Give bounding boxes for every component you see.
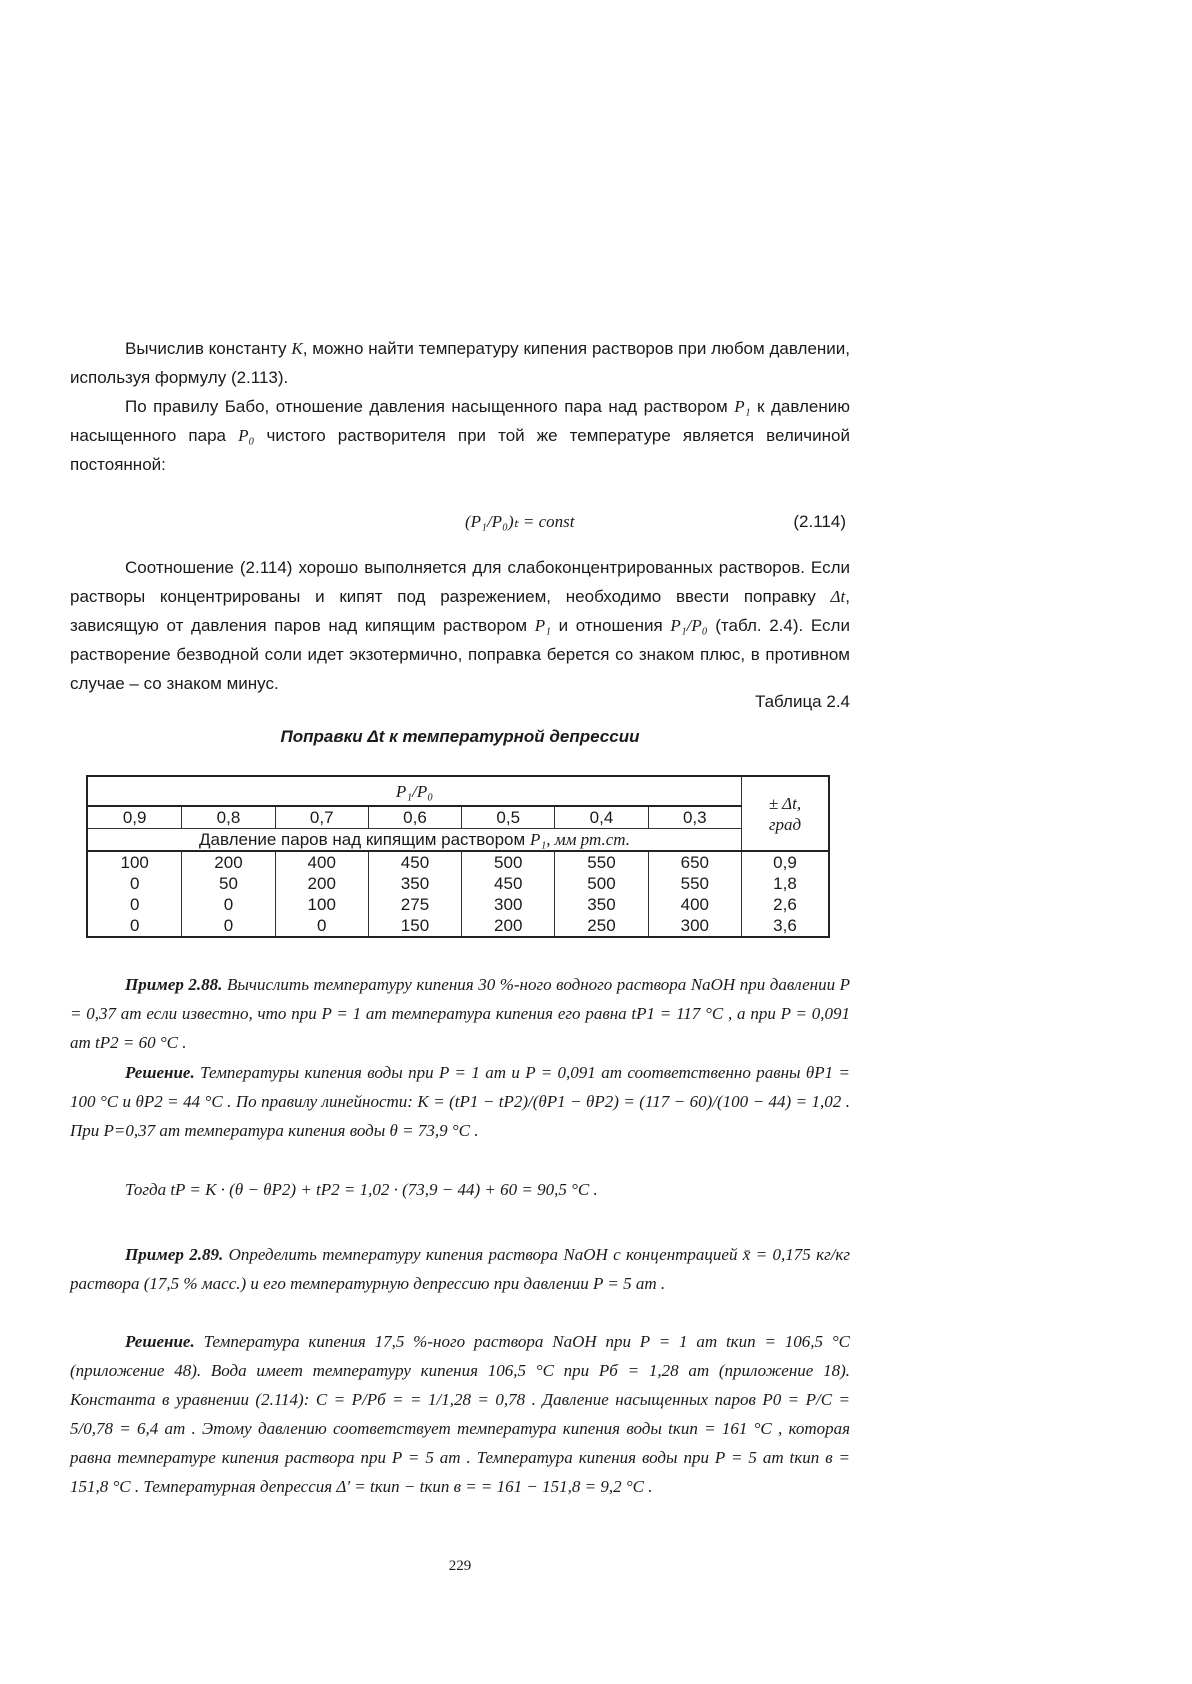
ratio-cell: 0,3	[648, 806, 741, 829]
ratio-row	[87, 806, 829, 829]
solution-2-89: Решение. Температура кипения 17,5 %-ного раствора NaOH при P = 1 ат tкип = 106,5 °C (приложение 48). Вода имеет температуру кипения 106,5 °C при Pб = 1,28 ат (приложение 18). Константа в уравнении (2.114): C = P/Pб = = 1/1,28 = 0,78 . Давление насыщенных паров P0 = P/C = 5/0,78 = 6,4 ат . Этому давлению соответствует температура кипения воды tкип = 161 °C , которая равна температуре кипения раствора при P = 5 ат . Температура кипения воды при P = 5 ат tкип в = 151,8 °C . Температурная депрессия Δ' = tкип − tкип в = = 161 − 151,8 = 9,2 °C .	[70, 1332, 851, 1496]
ratio-cell: 0,4	[555, 806, 648, 829]
ratio-cell: 0,9	[87, 806, 182, 829]
formula-number: (2.114)	[793, 512, 846, 531]
example-label: Пример 2.89.	[125, 1245, 224, 1264]
solution-label: Решение.	[125, 1332, 195, 1351]
pressure-header-cell	[87, 829, 742, 852]
example-2-88: Пример 2.88. Вычислить температуру кипения 30 %-ного водного раствора NaOH при давлении P = 0,37 ат если известно, что при P = 1 ат температура кипения его равна tP1 = 117 °C , а при P = 0,091 ат tP2 = 60 °C .	[70, 975, 851, 1052]
pressure-header-row	[87, 829, 829, 852]
formula-expression: (P₁/P₀)ₜ = const	[465, 512, 575, 531]
solution-2-88-then: Тогда tP = K · (θ − θP2) + tP2 = 1,02 · (73,9 − 44) + 60 = 90,5 °C .	[125, 1180, 598, 1199]
symbol-k: K	[291, 339, 303, 358]
pressure-header: Давление паров над кипящим раствором	[199, 830, 526, 849]
paragraph-constant-k: Вычислив константу K, можно найти температуру кипения растворов при любом давлении, используя формулу (2.113).	[70, 339, 850, 387]
correction-table	[86, 775, 830, 938]
dt-header-cell	[742, 776, 830, 851]
table-row: 100 200 400 450 500 550 650 0,9	[87, 851, 829, 873]
table-label: Таблица 2.4	[754, 692, 850, 711]
pressure-symbol: P₁, мм рт.ст.	[529, 830, 630, 849]
paragraph-correction: Соотношение (2.114) хорошо выполняется для слабоконцентрированных растворов. Если растворы концентрированы и кипят под разрежением, необходимо ввести поправку Δt, зависящую от давления паров над кипящим раствором P₁ и отношения P₁/P₀ (табл. 2.4). Если растворение безводной соли идет экзотермично, поправка берется со знаком плюс, в противном случае – со знаком минус.	[70, 558, 850, 693]
solution-label: Решение.	[125, 1063, 195, 1082]
ratio-cell: 0,5	[462, 806, 555, 829]
paragraph-babo-rule: По правилу Бабо, отношение давления насыщенного пара над раствором P₁ к давлению насыщенного пара P₀ чистого растворителя при той же температуре является величиной постоянной:	[70, 397, 850, 474]
page-number: 229	[448, 1558, 472, 1574]
dt-header: ± Δt,	[768, 793, 802, 813]
example-label: Пример 2.88.	[125, 975, 223, 994]
table-title: Поправки Δt к температурной депрессии	[280, 727, 640, 746]
ratio-cell: 0,6	[368, 806, 461, 829]
table-row: 0 0 0 150 200 250 300 3,6	[87, 915, 829, 937]
formula-2-114	[70, 512, 850, 542]
example-2-89: Пример 2.89. Определить температуру кипения раствора NaOH с концентрацией x̄ = 0,175 кг/кг раствора (17,5 % масс.) и его температурную депрессию при давлении P = 5 ат .	[70, 1245, 851, 1293]
ratio-cell: 0,7	[275, 806, 368, 829]
table-row: 0 50 200 350 450 500 550 1,8	[87, 873, 829, 894]
table-row: 0 0 100 275 300 350 400 2,6	[87, 894, 829, 915]
dt-unit: град	[768, 814, 802, 834]
solution-2-88: Решение. Температуры кипения воды при P = 1 ат и P = 0,091 ат соответственно равны θP1 = 100 °C и θP2 = 44 °C . По правилу линейности: K = (tP1 − tP2)/(θP1 − θP2) = (117 − 60)/(100 − 44) = 1,02 . При P=0,37 ат температура кипения воды θ = 73,9 °C .	[70, 1063, 851, 1140]
ratio-cell: 0,8	[182, 806, 275, 829]
ratio-header: P₁/P₀	[87, 776, 742, 806]
